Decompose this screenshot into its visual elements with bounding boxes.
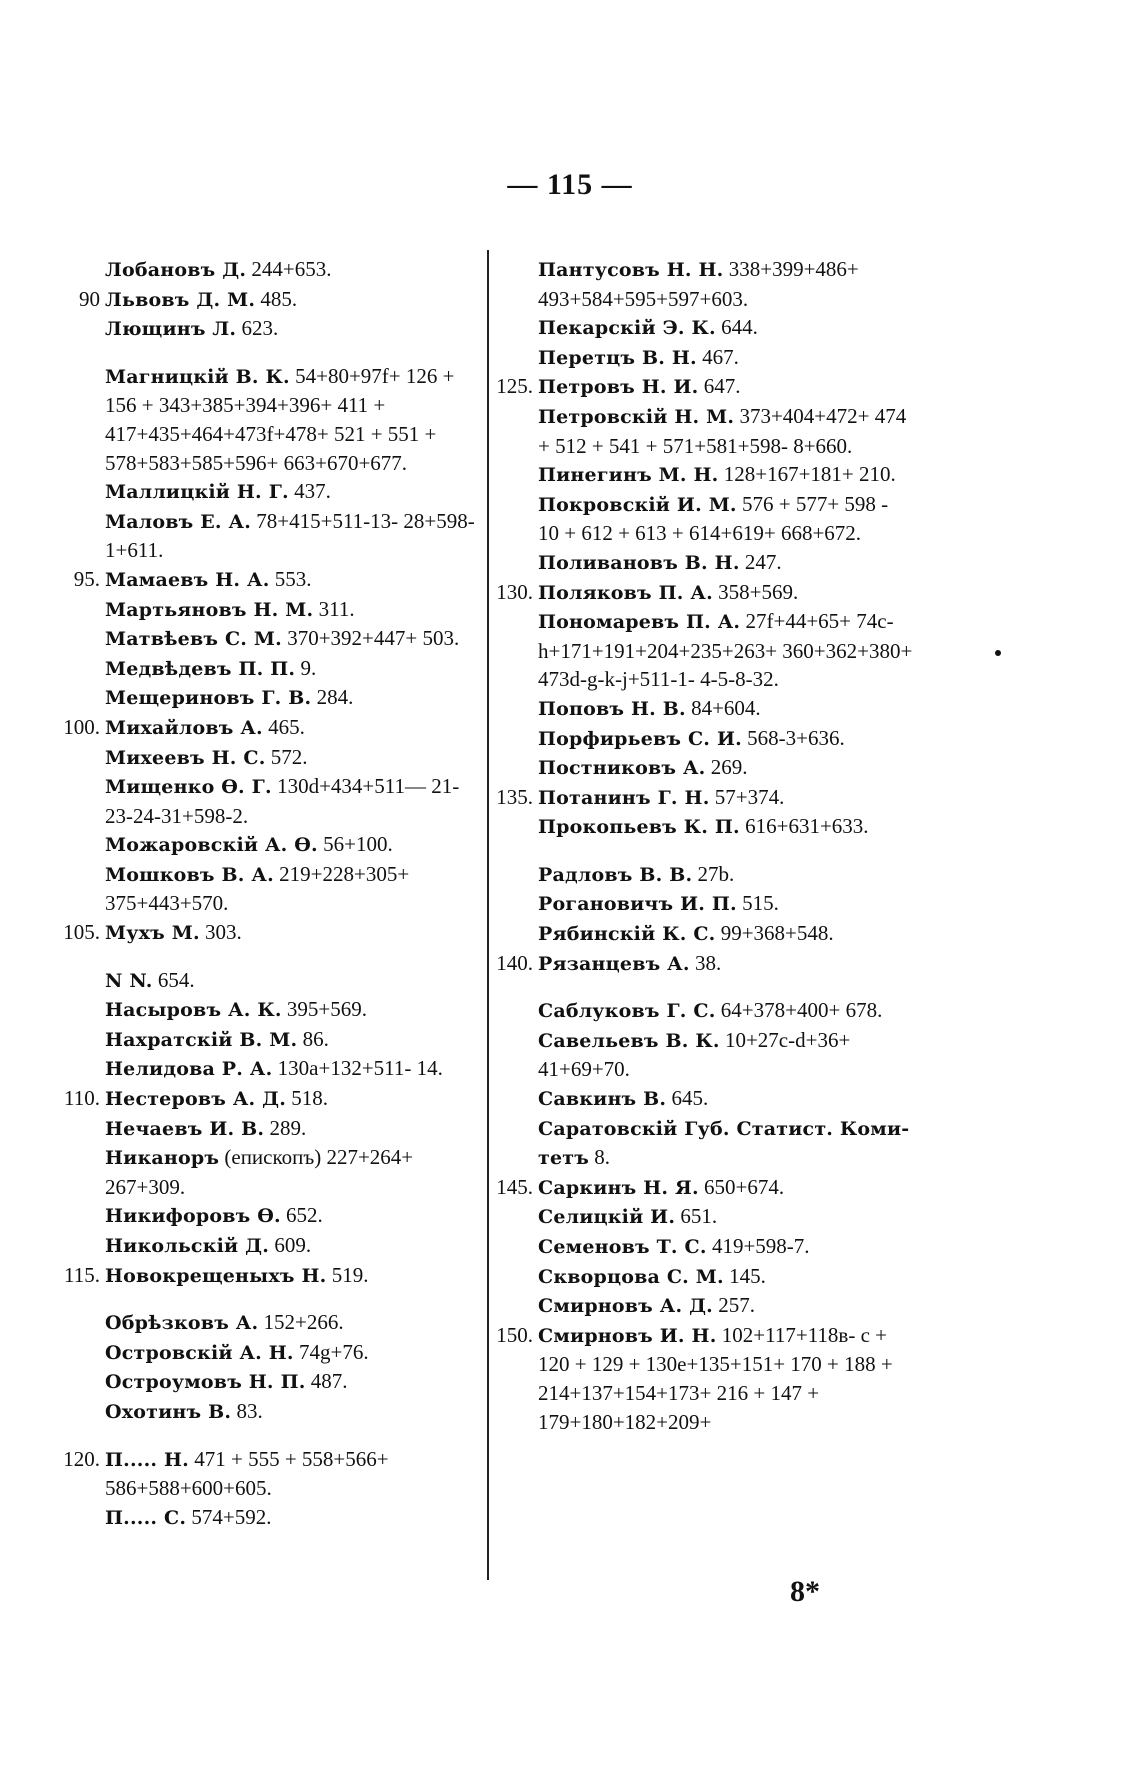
index-entry bbox=[63, 1445, 480, 1503]
index-entry bbox=[63, 713, 480, 743]
index-entry bbox=[538, 1202, 913, 1232]
entry-name: Постниковъ А. bbox=[538, 757, 706, 780]
page-number: — 115 — bbox=[507, 168, 633, 201]
entry-name: Мещериновъ Г. В. bbox=[105, 687, 312, 710]
index-entry bbox=[105, 477, 480, 507]
entry-references: 145. bbox=[729, 1263, 766, 1288]
entry-references: 395+569. bbox=[286, 997, 367, 1022]
entry-name: Маллицкій Н. Г. bbox=[105, 481, 289, 504]
index-entry bbox=[496, 578, 913, 608]
index-entry bbox=[105, 860, 480, 918]
entry-references: 56+100. bbox=[323, 832, 393, 857]
entry-name: Семеновъ Т. С. bbox=[538, 1236, 707, 1258]
index-column-left bbox=[63, 255, 480, 1532]
index-entry bbox=[105, 995, 480, 1025]
entry-name: Остроумовъ Н. П. bbox=[105, 1371, 306, 1394]
entry-name: Пономаревъ П. А. bbox=[538, 611, 741, 634]
index-entry bbox=[105, 1114, 480, 1144]
entry-references: 609. bbox=[274, 1233, 312, 1257]
entry-number: 120. bbox=[63, 1446, 100, 1471]
entry-number: 90 bbox=[79, 286, 100, 311]
entry-references: 373+404+472+ 474 + 512 + 541 + 571+581+598- 8+660. bbox=[538, 403, 907, 458]
entry-name: Медвѣдевъ П. П. bbox=[105, 657, 296, 680]
entry-name: Прокопьевъ К. П. bbox=[538, 816, 740, 839]
index-entry bbox=[538, 460, 913, 490]
index-entry bbox=[496, 372, 913, 402]
index-entry bbox=[105, 255, 480, 285]
index-entry bbox=[538, 919, 913, 949]
entry-name: Нелидова Р. А. bbox=[105, 1058, 273, 1081]
entry-number: 150. bbox=[496, 1322, 533, 1347]
index-entry bbox=[105, 507, 480, 565]
entry-number: 145. bbox=[496, 1174, 533, 1199]
entry-name: Мухъ М. bbox=[105, 922, 200, 945]
entry-name: Радловъ В. В. bbox=[538, 863, 693, 886]
entry-name: Обрѣзковъ А. bbox=[105, 1312, 259, 1335]
signature-mark: 8* bbox=[790, 1575, 820, 1608]
entry-references: 84+604. bbox=[691, 695, 761, 720]
entry-number: 140. bbox=[496, 950, 533, 975]
entry-name: Рябинскій К. С. bbox=[538, 923, 716, 946]
entry-references: 57+374. bbox=[714, 784, 785, 809]
entry-references: 311. bbox=[318, 596, 355, 621]
index-entry bbox=[538, 1026, 913, 1084]
entry-name: Никольскій Д. bbox=[105, 1235, 270, 1257]
entry-references: 38. bbox=[694, 950, 722, 975]
entry-references: (епископъ) 227+264+ 267+309. bbox=[105, 1145, 414, 1199]
entry-references: 419+598-7. bbox=[711, 1234, 810, 1258]
index-entry bbox=[538, 548, 913, 578]
entry-name: Михеевъ Н. С. bbox=[105, 746, 266, 769]
index-entry bbox=[105, 772, 480, 830]
index-entry bbox=[105, 314, 480, 344]
index-entry bbox=[538, 313, 913, 343]
index-entry bbox=[105, 595, 480, 625]
index-entry bbox=[64, 1084, 480, 1114]
entry-name: Потанинъ Г. Н. bbox=[538, 786, 710, 809]
entry-name: Смирновъ И. Н. bbox=[538, 1324, 717, 1347]
entry-references: 10+27c-d+36+ 41+69+70. bbox=[538, 1027, 851, 1082]
entry-references: 645. bbox=[671, 1086, 709, 1111]
index-entry bbox=[538, 607, 913, 694]
entry-references: 358+569. bbox=[718, 579, 799, 604]
entry-references: 572. bbox=[270, 744, 308, 769]
index-column-right bbox=[496, 255, 913, 1436]
entry-references: 616+631+633. bbox=[745, 814, 869, 839]
index-entry bbox=[105, 1054, 480, 1084]
entry-references: 338+399+486+ 493+584+595+597+603. bbox=[538, 257, 859, 311]
entry-name: Поливановъ В. Н. bbox=[538, 551, 740, 574]
index-entry bbox=[105, 624, 480, 654]
entry-references: 284. bbox=[316, 685, 354, 710]
entry-name: Лобановъ Д. bbox=[105, 259, 247, 281]
ink-speck bbox=[995, 650, 1001, 656]
entry-name: Рогановичъ И. П. bbox=[538, 893, 737, 916]
entry-name: Мартьяновъ Н. М. bbox=[105, 598, 314, 621]
entry-name: Перетцъ В. Н. bbox=[538, 346, 697, 369]
entry-references: 219+228+305+ 375+443+570. bbox=[105, 861, 410, 916]
entry-name: Нестеровъ А. Д. bbox=[105, 1088, 287, 1111]
entry-references: 27f+44+65+ 74c-h+171+191+204+235+263+ 360+362+380+ 473d-g-k-j+511-1- 4-5-8-32. bbox=[538, 609, 913, 692]
entry-references: 130d+434+511— 21-23-24-31+598-2. bbox=[105, 774, 460, 828]
entry-name: Мошковъ В. А. bbox=[105, 863, 274, 886]
entry-number: 110. bbox=[64, 1086, 100, 1111]
entry-name: Петровъ Н. И. bbox=[538, 376, 699, 399]
index-entry bbox=[538, 889, 913, 919]
entry-name: Магницкій В. К. bbox=[105, 365, 290, 388]
entry-references: 623. bbox=[241, 316, 279, 341]
entry-references: 152+266. bbox=[263, 1310, 344, 1335]
entry-references: 102+117+118в- c + 120 + 129 + 130e+135+151+ 170 + 188 + 214+137+154+173+ 216 + 147 + 179+180+182+209+ bbox=[538, 1322, 893, 1434]
entry-references: 465. bbox=[268, 714, 305, 739]
index-entry bbox=[105, 1231, 480, 1261]
entry-references: 303. bbox=[205, 920, 242, 945]
entry-references: 74g+76. bbox=[299, 1339, 369, 1364]
index-entry bbox=[105, 1338, 480, 1368]
index-entry bbox=[105, 1308, 480, 1338]
entry-references: 576 + 577+ 598 - 10 + 612 + 613 + 614+619+ 668+672. bbox=[538, 491, 889, 546]
entry-name: Поповъ Н. В. bbox=[538, 697, 686, 720]
index-entry bbox=[538, 343, 913, 373]
entry-references: 83. bbox=[236, 1398, 263, 1423]
entry-name: Мамаевъ Н. А. bbox=[105, 568, 270, 591]
index-entry bbox=[105, 1367, 480, 1397]
index-entry bbox=[538, 753, 913, 783]
entry-references: 651. bbox=[680, 1204, 718, 1229]
entry-name: Михайловъ А. bbox=[105, 716, 263, 739]
entry-references: 78+415+511-13- 28+598-1+611. bbox=[105, 508, 475, 563]
entry-name: Пекарскій Э. К. bbox=[538, 317, 716, 340]
entry-references: 64+378+400+ 678. bbox=[720, 998, 883, 1023]
entry-name: Никаноръ bbox=[105, 1147, 220, 1170]
entry-references: 647. bbox=[703, 374, 741, 399]
index-entry bbox=[538, 860, 913, 890]
index-entry bbox=[73, 565, 480, 595]
entry-name: Матвѣевъ С. М. bbox=[105, 628, 282, 651]
index-entry bbox=[538, 402, 913, 460]
entry-name: Мищенко Ѳ. Г. bbox=[105, 776, 272, 799]
entry-name: П..... С. bbox=[105, 1506, 187, 1529]
entry-references: 244+653. bbox=[251, 257, 332, 281]
entry-references: 289. bbox=[269, 1115, 307, 1140]
entry-references: 269. bbox=[710, 755, 748, 780]
index-entry bbox=[105, 1397, 480, 1427]
entry-references: 54+80+97f+ 126 + 156 + 343+385+394+396+ 411 + 417+435+464+473f+478+ 521 + 551 + 578+583+585+596+ 663+670+677. bbox=[105, 363, 455, 475]
entry-name: Насыровъ А. К. bbox=[105, 999, 282, 1022]
index-entry bbox=[538, 490, 913, 548]
entry-references: 9. bbox=[300, 655, 317, 680]
entry-references: 553. bbox=[274, 566, 312, 591]
entry-name: Новокрещеныхъ Н. bbox=[105, 1264, 327, 1287]
entry-references: 8. bbox=[594, 1145, 611, 1170]
index-entry bbox=[105, 1025, 480, 1055]
entry-name: Пинегинъ М. Н. bbox=[538, 464, 719, 487]
entry-name: Савельевъ В. К. bbox=[538, 1029, 720, 1052]
entry-name: Скворцова С. М. bbox=[538, 1265, 724, 1288]
index-entry bbox=[105, 1503, 480, 1533]
entry-number: 135. bbox=[496, 784, 533, 809]
index-entry bbox=[105, 654, 480, 684]
entry-number: 105. bbox=[63, 920, 100, 945]
index-entry bbox=[105, 1143, 480, 1201]
index-entry bbox=[105, 830, 480, 860]
entry-name: N N. bbox=[105, 969, 153, 992]
entry-name: Селицкій И. bbox=[538, 1206, 676, 1229]
index-entry bbox=[538, 694, 913, 724]
entry-references: 650+674. bbox=[704, 1174, 785, 1199]
entry-references: 130a+132+511- 14. bbox=[277, 1056, 443, 1081]
index-entry bbox=[538, 812, 913, 842]
entry-name: Охотинъ В. bbox=[105, 1400, 232, 1423]
entry-references: 471 + 555 + 558+566+ 586+588+600+605. bbox=[105, 1446, 389, 1501]
entry-references: 644. bbox=[721, 315, 758, 340]
index-entry bbox=[105, 966, 480, 996]
entry-references: 485. bbox=[260, 286, 298, 311]
entry-number: 125. bbox=[496, 374, 533, 399]
entry-name: Рязанцевъ А. bbox=[538, 952, 690, 975]
index-entry bbox=[538, 1232, 913, 1262]
entry-name: Смирновъ А. Д. bbox=[538, 1295, 713, 1318]
index-entry bbox=[538, 255, 913, 313]
entry-references: 568-3+636. bbox=[747, 725, 845, 750]
entry-name: Поляковъ П. А. bbox=[538, 581, 713, 604]
entry-number: 130. bbox=[496, 579, 533, 604]
entry-references: 437. bbox=[294, 479, 331, 504]
index-entry bbox=[538, 724, 913, 754]
entry-name: Саркинъ Н. Я. bbox=[538, 1176, 699, 1199]
entry-references: 515. bbox=[742, 891, 779, 916]
entry-name: Покровскій И. М. bbox=[538, 493, 737, 516]
entry-name: Львовъ Д. М. bbox=[105, 288, 256, 311]
index-entry bbox=[496, 949, 913, 979]
index-entry bbox=[538, 1291, 913, 1321]
entry-references: 370+392+447+ 503. bbox=[287, 626, 460, 651]
entry-name: П..... Н. bbox=[105, 1448, 189, 1471]
entry-name: Можаровскій А. Ѳ. bbox=[105, 834, 318, 857]
index-entry bbox=[79, 285, 480, 315]
index-entry bbox=[538, 1114, 913, 1173]
index-entry bbox=[105, 683, 480, 713]
entry-name: Саблуковъ Г. С. bbox=[538, 1000, 716, 1023]
index-entry bbox=[538, 1262, 913, 1292]
index-entry bbox=[105, 743, 480, 773]
entry-references: 518. bbox=[291, 1086, 329, 1111]
entry-references: 99+368+548. bbox=[720, 921, 834, 946]
index-entry bbox=[496, 1321, 913, 1436]
entry-references: 27b. bbox=[697, 861, 735, 886]
entry-name: Нахратскій В. М. bbox=[105, 1028, 298, 1051]
column-divider bbox=[487, 250, 489, 1580]
entry-references: 257. bbox=[718, 1293, 755, 1318]
entry-references: 467. bbox=[702, 344, 739, 369]
entry-references: 247. bbox=[744, 549, 782, 574]
entry-name: Саратовскій Губ. Статист. Коми- тетъ bbox=[538, 1117, 910, 1170]
entry-number: 95. bbox=[73, 566, 100, 591]
entry-name: Лющинъ Л. bbox=[105, 318, 237, 341]
index-entry bbox=[105, 362, 480, 477]
index-entry bbox=[538, 996, 913, 1026]
index-entry bbox=[496, 1173, 913, 1203]
entry-name: Порфирьевъ С. И. bbox=[538, 727, 742, 750]
entry-name: Пантусовъ Н. Н. bbox=[538, 259, 724, 281]
index-entry bbox=[538, 1084, 913, 1114]
entry-name: Петровскій Н. М. bbox=[538, 405, 735, 428]
index-entry bbox=[105, 1201, 480, 1231]
entry-name: Никифоровъ Ѳ. bbox=[105, 1205, 281, 1228]
entry-number: 115. bbox=[64, 1262, 100, 1287]
entry-name: Маловъ Е. А. bbox=[105, 510, 252, 533]
entry-references: 128+167+181+ 210. bbox=[723, 462, 896, 487]
index-entry bbox=[496, 783, 913, 813]
entry-name: Нечаевъ И. В. bbox=[105, 1117, 265, 1140]
entry-references: 652. bbox=[286, 1203, 323, 1228]
entry-number: 100. bbox=[63, 714, 100, 739]
entry-references: 574+592. bbox=[191, 1504, 272, 1529]
entry-references: 487. bbox=[310, 1369, 348, 1394]
entry-references: 86. bbox=[302, 1026, 329, 1051]
entry-references: 654. bbox=[157, 967, 195, 992]
index-entry bbox=[64, 1261, 480, 1291]
index-entry bbox=[63, 918, 480, 948]
entry-name: Островскій А. Н. bbox=[105, 1341, 294, 1364]
entry-name: Савкинъ В. bbox=[538, 1088, 667, 1111]
entry-references: 519. bbox=[331, 1262, 369, 1287]
